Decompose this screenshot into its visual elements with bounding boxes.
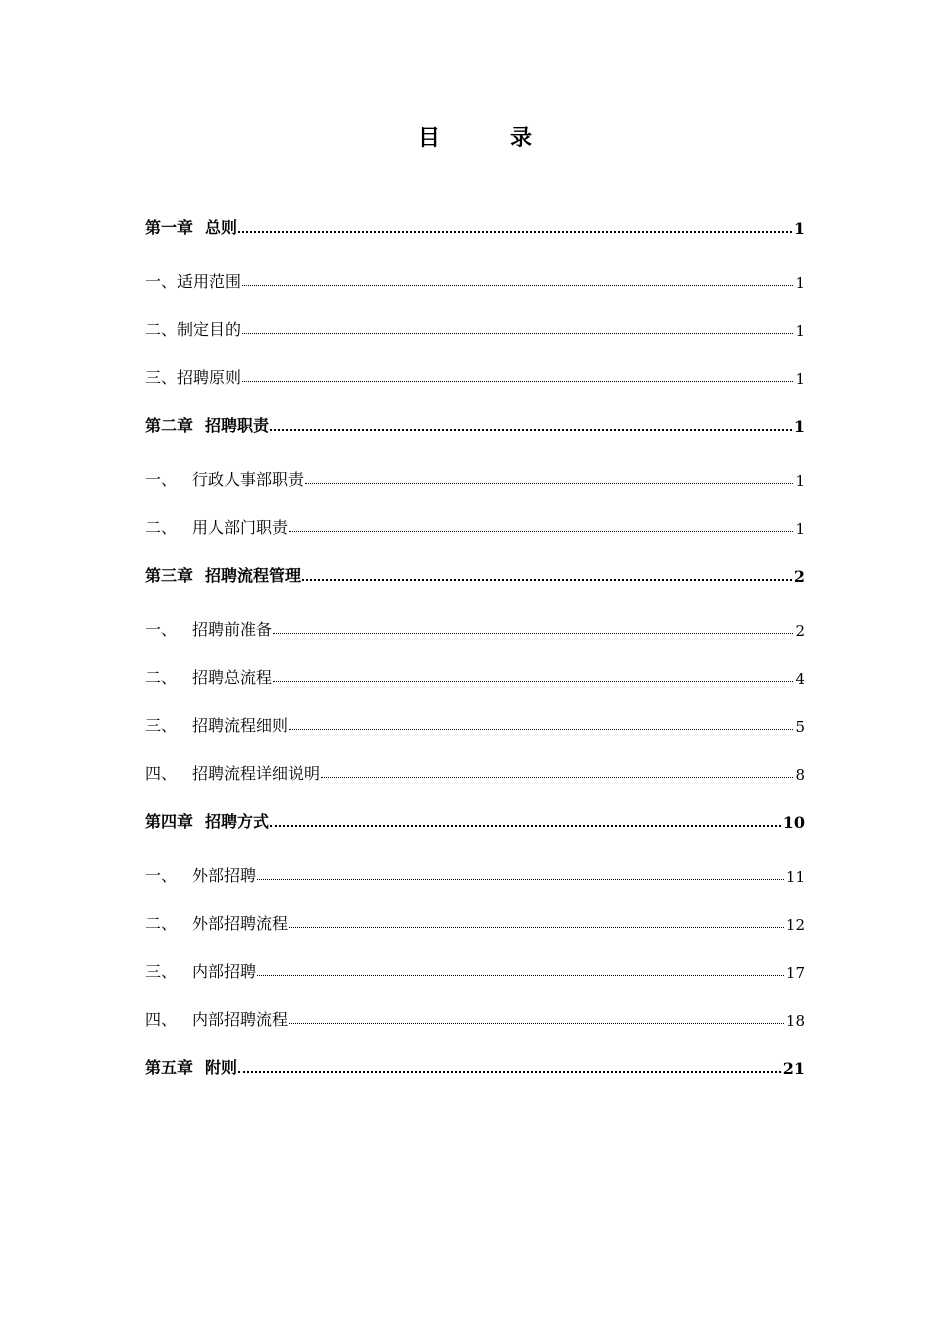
entry-number: 三、 — [145, 962, 178, 981]
dot-leader — [242, 381, 793, 382]
entry-title: 内部招聘流程 — [192, 1010, 289, 1029]
dot-leader — [305, 483, 793, 484]
toc-section-entry[interactable] — [145, 958, 805, 982]
entry-number: 一、 — [145, 620, 178, 639]
entry-number: 第四章 — [145, 812, 194, 831]
dot-leader — [289, 927, 784, 928]
entry-page-number: 11 — [785, 868, 805, 886]
dot-leader — [238, 231, 792, 233]
toc-chapter-entry[interactable] — [145, 808, 805, 832]
entry-title: 招聘流程详细说明 — [192, 764, 321, 783]
toc-section-entry[interactable] — [145, 760, 805, 784]
entry-title: 招聘总流程 — [192, 668, 273, 687]
entry-page-number: 1 — [795, 472, 805, 490]
entry-page-number: 1 — [795, 274, 805, 292]
entry-page-number: 1 — [793, 219, 805, 238]
entry-page-number: 12 — [785, 916, 805, 934]
entry-page-number: 2 — [793, 567, 805, 586]
entry-title: 招聘前准备 — [192, 620, 273, 639]
entry-page-number: 17 — [785, 964, 805, 982]
entry-number: 第三章 — [145, 566, 194, 585]
entry-page-number: 21 — [782, 1059, 805, 1078]
entry-title: 招聘流程细则 — [192, 716, 289, 735]
entry-number: 一、 — [145, 866, 178, 885]
dot-leader — [257, 879, 784, 880]
dot-leader — [242, 333, 793, 334]
toc-section-entry[interactable] — [145, 712, 805, 736]
entry-page-number: 1 — [795, 370, 805, 388]
toc-section-entry[interactable] — [145, 1006, 805, 1030]
dot-leader — [273, 633, 793, 634]
entry-number: 四、 — [145, 764, 178, 783]
entry-page-number: 1 — [795, 322, 805, 340]
dot-leader — [289, 729, 793, 730]
entry-page-number: 18 — [785, 1012, 805, 1030]
entry-title: 招聘职责 — [205, 416, 270, 435]
entry-page-number: 2 — [795, 622, 805, 640]
dot-leader — [273, 681, 793, 682]
entry-number: 第五章 — [145, 1058, 194, 1077]
dot-leader — [242, 285, 793, 286]
toc-section-entry[interactable] — [145, 268, 805, 292]
entry-number: 三、 — [145, 716, 178, 735]
toc-chapter-entry[interactable] — [145, 412, 805, 436]
toc-section-entry[interactable] — [145, 664, 805, 688]
dot-leader — [270, 429, 792, 431]
entry-title: 招聘方式 — [205, 812, 270, 831]
toc-section-entry[interactable] — [145, 364, 805, 388]
entry-number: 一、 — [145, 272, 178, 291]
entry-page-number: 8 — [795, 766, 805, 784]
entry-title: 附则 — [205, 1058, 238, 1077]
entry-title: 适用范围 — [177, 272, 242, 291]
entry-title: 外部招聘流程 — [192, 914, 289, 933]
dot-leader — [289, 531, 793, 532]
toc-section-entry[interactable] — [145, 466, 805, 490]
entry-page-number: 4 — [795, 670, 805, 688]
entry-page-number: 1 — [795, 520, 805, 538]
dot-leader — [289, 1023, 784, 1024]
dot-leader — [270, 825, 781, 827]
entry-title: 内部招聘 — [192, 962, 257, 981]
entry-title: 行政人事部职责 — [192, 470, 305, 489]
entry-number: 二、 — [145, 320, 178, 339]
entry-number: 二、 — [145, 914, 178, 933]
entry-page-number: 1 — [793, 417, 805, 436]
toc-chapter-entry[interactable] — [145, 214, 805, 238]
entry-number: 三、 — [145, 368, 178, 387]
toc-chapter-entry[interactable] — [145, 562, 805, 586]
toc-section-entry[interactable] — [145, 616, 805, 640]
entry-number: 二、 — [145, 668, 178, 687]
entry-title: 总则 — [205, 218, 238, 237]
entry-title: 外部招聘 — [192, 866, 257, 885]
entry-page-number: 10 — [782, 813, 805, 832]
dot-leader — [238, 1071, 781, 1073]
dot-leader — [302, 579, 792, 581]
dot-leader — [321, 777, 793, 778]
entry-title: 招聘流程管理 — [205, 566, 302, 585]
toc-section-entry[interactable] — [145, 514, 805, 538]
toc-section-entry[interactable] — [145, 862, 805, 886]
toc-chapter-entry[interactable] — [145, 1054, 805, 1078]
entry-title: 用人部门职责 — [192, 518, 289, 537]
entry-number: 第二章 — [145, 416, 194, 435]
dot-leader — [257, 975, 784, 976]
entry-number: 四、 — [145, 1010, 178, 1029]
entry-page-number: 5 — [795, 718, 805, 736]
entry-title: 招聘原则 — [177, 368, 242, 387]
toc-section-entry[interactable] — [145, 316, 805, 340]
entry-number: 第一章 — [145, 218, 194, 237]
toc-section-entry[interactable] — [145, 910, 805, 934]
entry-number: 二、 — [145, 518, 178, 537]
entry-number: 一、 — [145, 470, 178, 489]
toc-title: 目 录 — [417, 125, 556, 151]
entry-title: 制定目的 — [177, 320, 242, 339]
